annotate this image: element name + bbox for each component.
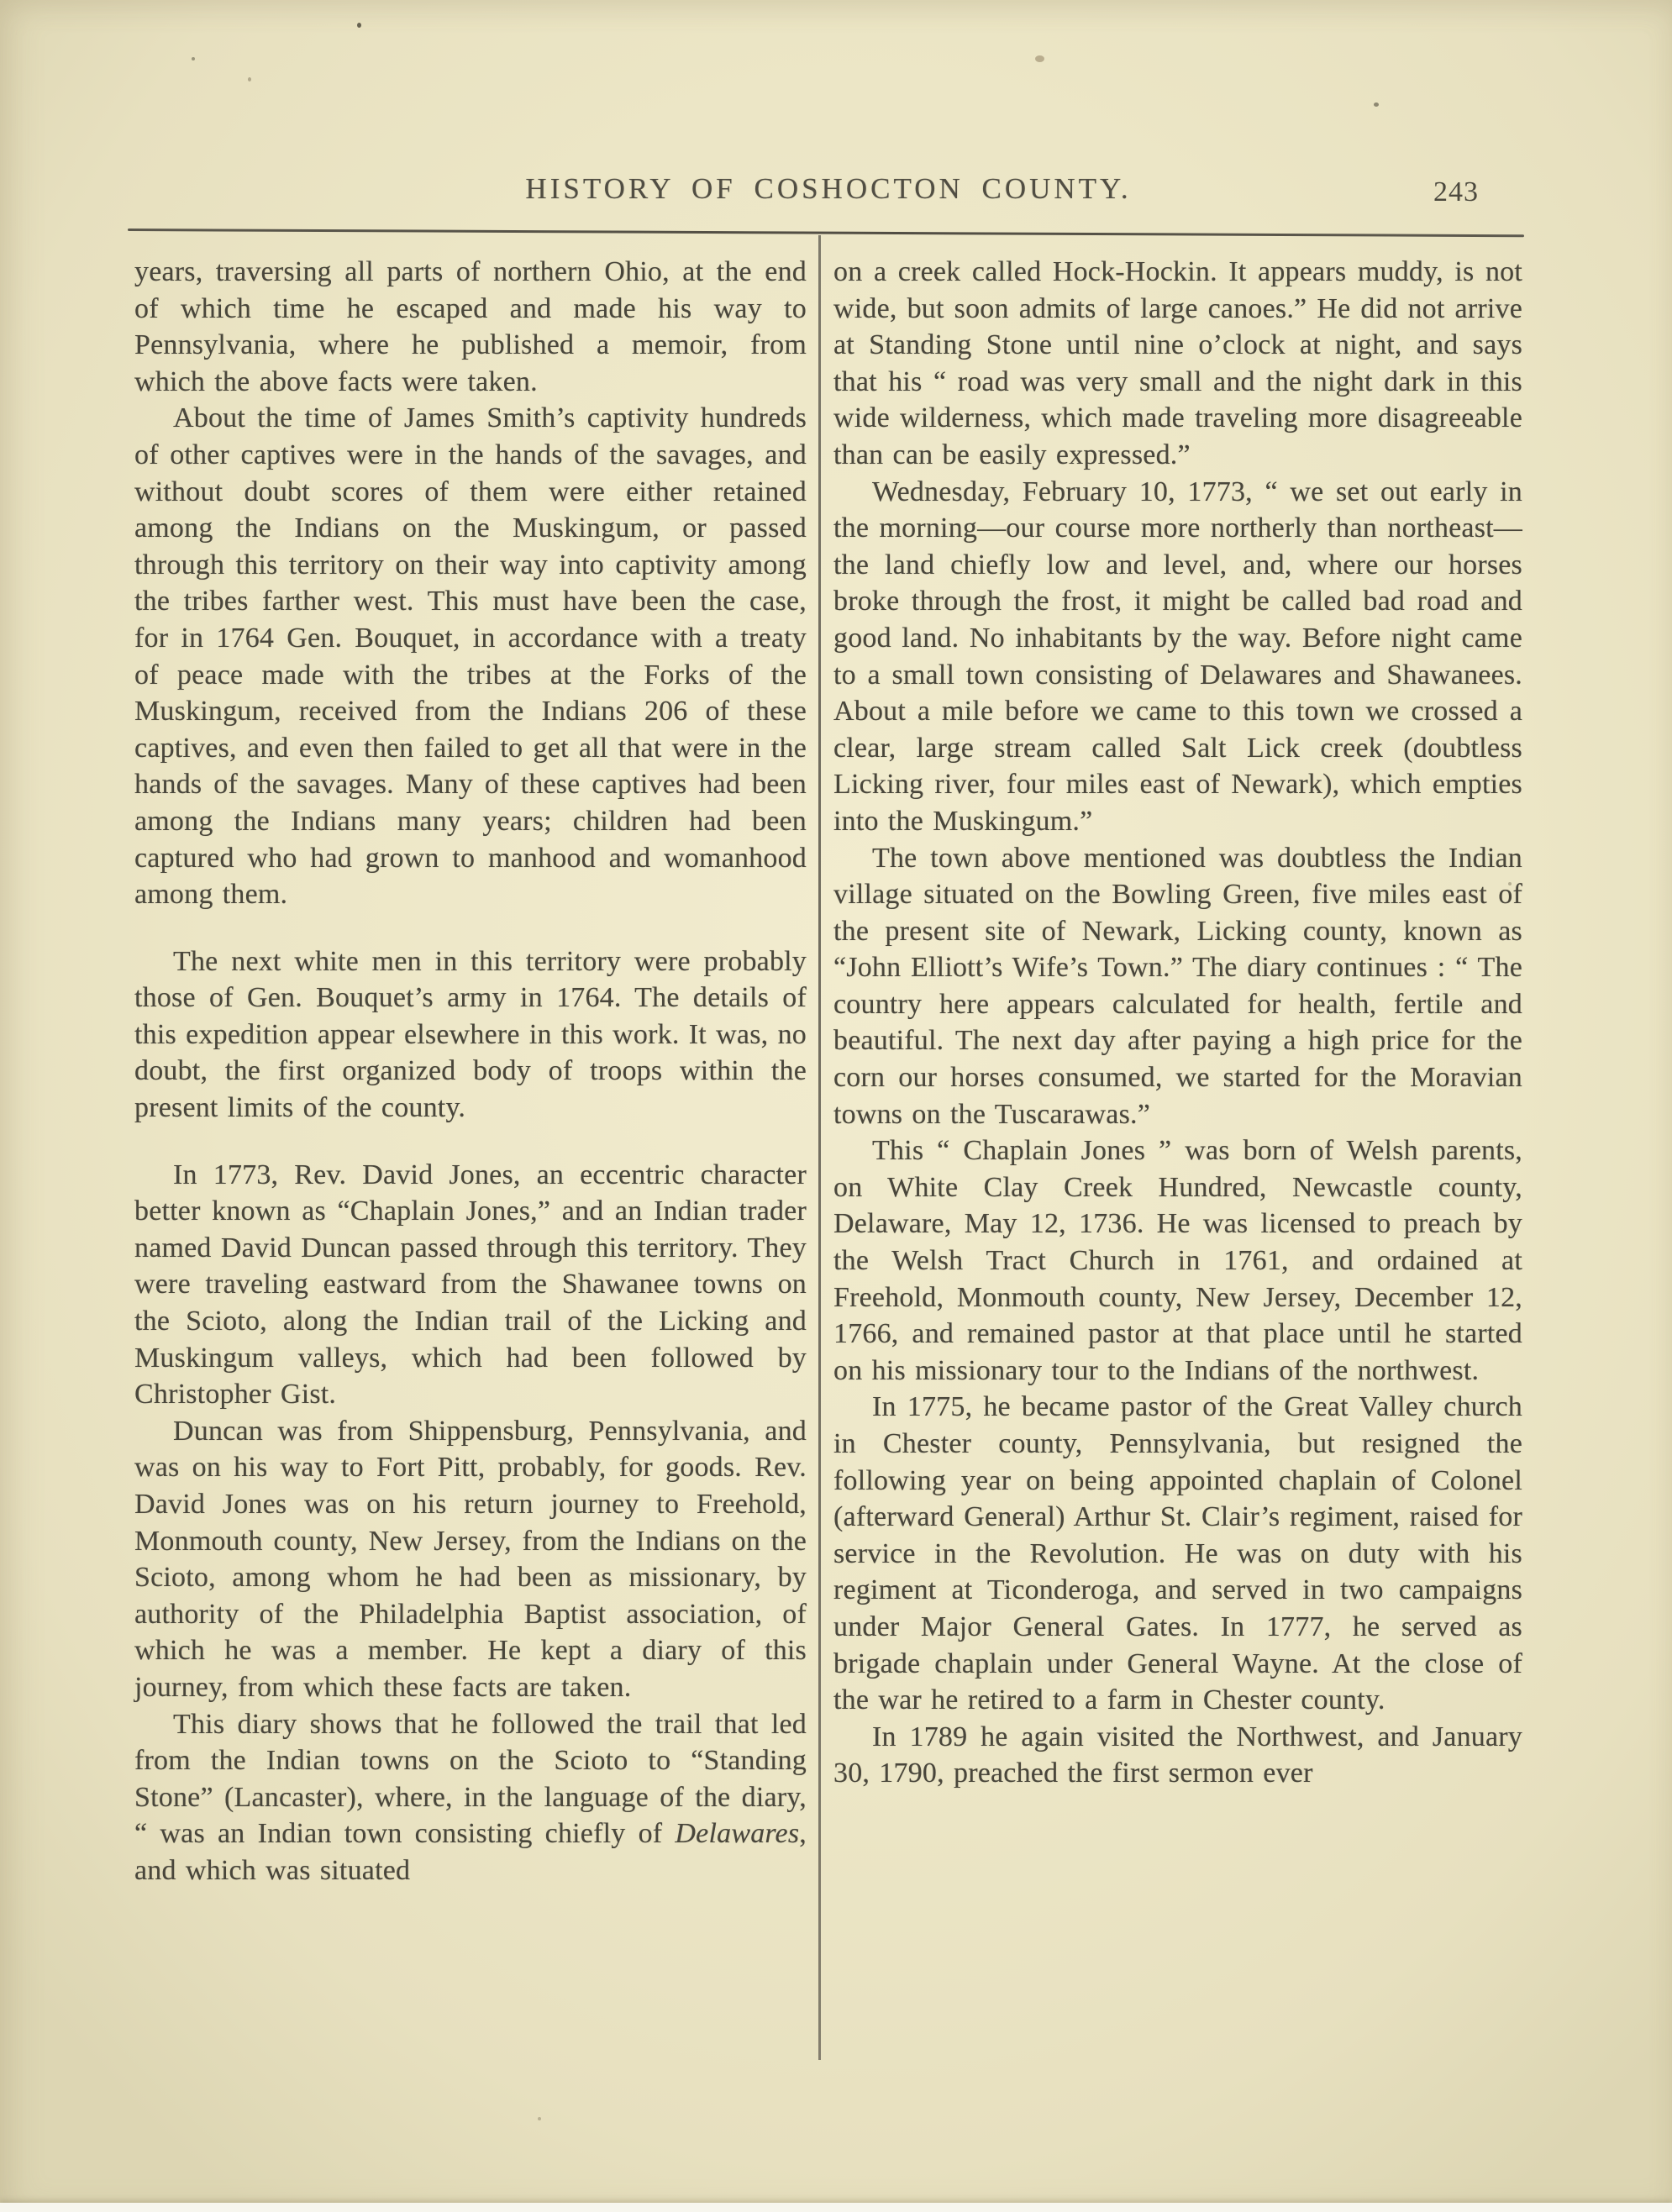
- paragraph: About the time of James Smith’s captivity hundreds of other captives were in the hands of the savages, and without doubt scores of them were either retained among the Indians on the Muskingum, or passed through this territory on their way into captivity among the tribes farther west. This must have been the case, for in 1764 Gen. Bouquet, in accordance with a treaty of peace made with the tribes at the Forks of the Muskingum, received from the Indians 206 of these captives, and even then failed to get all that were in the hands of the savages. Many of these captives had been among the Indians many years; children had been captured who had grown to manhood and womanhood among them.: [134, 402, 807, 911]
- paper-speck: [1508, 882, 1512, 885]
- paper-speck: [538, 2117, 541, 2120]
- paragraph: In 1789 he again visited the Northwest, and January 30, 1790, preached the first sermon ever: [833, 1721, 1522, 1789]
- column-gutter: [807, 254, 833, 1889]
- running-header-title: HISTORY OF COSHOCTON COUNTY.: [525, 172, 1132, 205]
- page-header: [134, 172, 1522, 219]
- paper-speck: [1035, 55, 1044, 62]
- paper-speck: [1374, 102, 1379, 107]
- paragraph: In 1775, he became pastor of the Great Valley church in Chester county, Pennsylvania, but resigned the following year on being appointed chaplain of Colonel (afterward General) Arthur St. Clair’s regiment, raised for service in the Revolution. He was on duty with his regiment at Ticonderoga, and served in two campaigns under Major General Gates. In 1777, he served as brigade chaplain under General Wayne. At the close of the war he retired to a farm in Chester county.: [833, 1391, 1522, 1716]
- header-rule: [128, 229, 1524, 237]
- paper-speck: [192, 57, 195, 60]
- text-column-right: [833, 254, 1522, 1889]
- paragraph: Wednesday, February 10, 1773, “ we set out early in the morning—our course more northerly than northeast—the land chiefly low and level, and, where our horses broke through the frost, it might be called bad road and good land. No inhabitants by the way. Before night came to a small town consisting of Delawares and Shawanees. About a mile before we came to this town we crossed a clear, large stream called Salt Lick creek (doubtless Licking river, four miles east of Newark), which empties into the Muskingum.”: [833, 476, 1522, 837]
- paper-speck: [357, 23, 361, 28]
- page-number: 243: [1433, 176, 1479, 208]
- paragraph: In 1773, Rev. David Jones, an eccentric character better known as “Chaplain Jones,” and an Indian trader named David Duncan passed through this territory. They were traveling eastward from the Shawanee towns on the Scioto, along the Indian trail of the Licking and Muskingum valleys, which had been followed by Christopher Gist.: [134, 1159, 807, 1411]
- paragraph: The next white men in this territory were probably those of Gen. Bouquet’s army in 1764. The details of this expedition appear elsewhere in this work. It was, no doubt, the first organized body of troops within the present limits of the county.: [134, 945, 807, 1124]
- paragraph: This diary shows that he followed the trail that led from the Indian towns on the Scioto to “Standing Stone” (Lancaster), where, in the language of the diary, “ was an Indian town consisting chiefly of Delawares, and which was situated: [134, 1708, 807, 1886]
- paragraph: on a creek called Hock-Hockin. It appears muddy, is not wide, but soon admits of large canoes.” He did not arrive at Standing Stone until nine o’clock at night, and says that his “ road was very small and the night dark in this wide wilderness, which made traveling more disagreeable than can be easily expressed.”: [833, 256, 1522, 470]
- text-column-left: [134, 254, 807, 1889]
- scan-edge: [0, 2203, 1672, 2212]
- paragraph: years, traversing all parts of northern Ohio, at the end of which time he escaped and made his way to Pennsylvania, where he published a memoir, from which the above facts were taken.: [134, 256, 807, 397]
- paper-speck: [248, 77, 251, 81]
- paragraph: Duncan was from Shippensburg, Pennsylvania, and was on his way to Fort Pitt, probably, for goods. Rev. David Jones was on his return journey to Freehold, Monmouth county, New Jersey, from the Indians on the Scioto, among whom he had been as missionary, by authority of the Philadelphia Baptist association, of which he was a member. He kept a diary of this journey, from which these facts are taken.: [134, 1415, 807, 1703]
- paragraph: The town above mentioned was doubtless the Indian village situated on the Bowling Green, five miles east of the present site of Newark, Licking county, known as “John Elliott’s Wife’s Town.” The diary continues : “ The country here appears calculated for health, fertile and beautiful. The next day after paying a high price for the corn our horses consumed, we started for the Moravian towns on the Tuscarawas.”: [833, 842, 1522, 1130]
- paragraph: This “ Chaplain Jones ” was born of Welsh parents, on White Clay Creek Hundred, Newcastle county, Delaware, May 12, 1736. He was licensed to preach by the Welsh Tract Church in 1761, and ordained at Freehold, Monmouth county, New Jersey, December 12, 1766, and remained pastor at that place until he started on his missionary tour to the Indians of the northwest.: [833, 1135, 1522, 1386]
- page-body: [134, 254, 1522, 1889]
